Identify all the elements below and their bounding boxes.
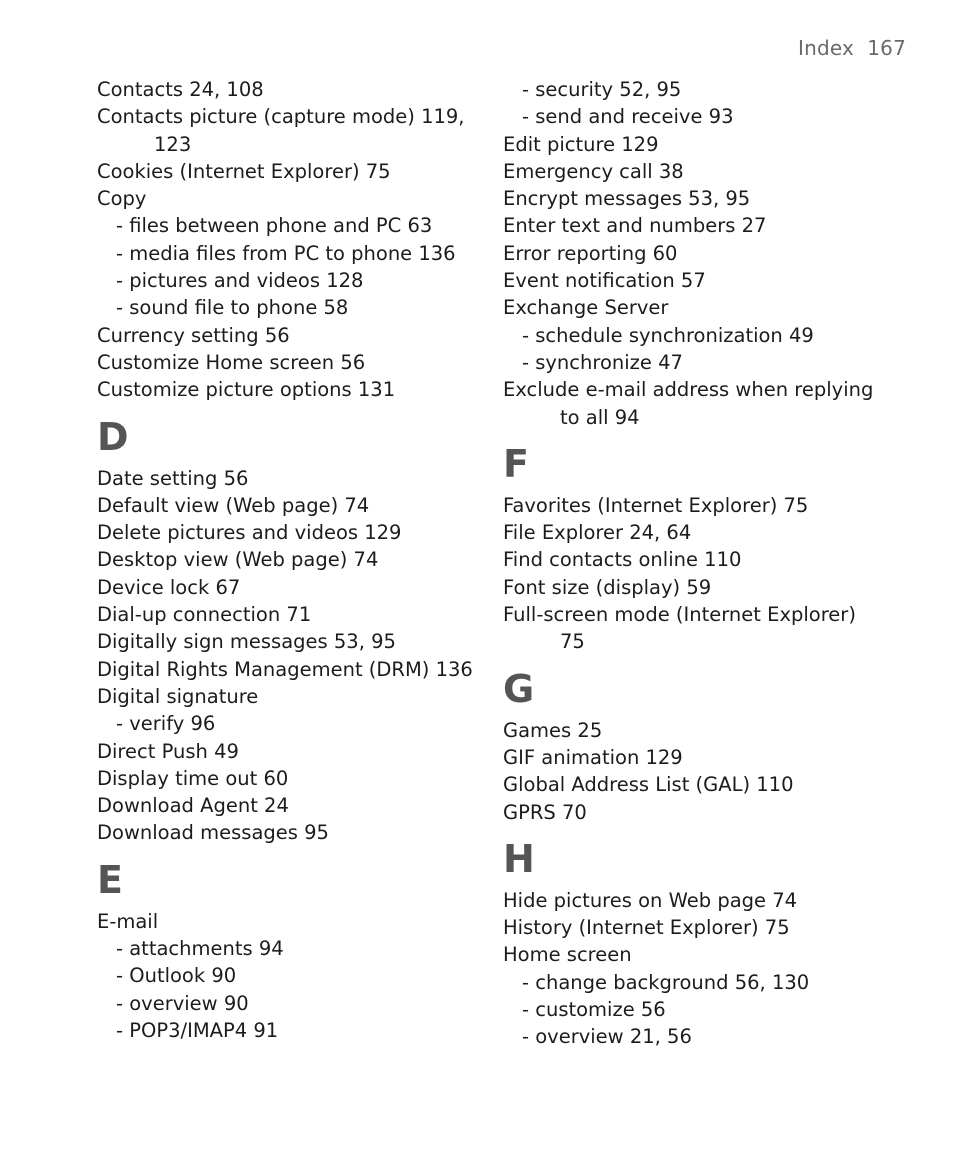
index-entry: Download messages 95 xyxy=(97,821,329,845)
index-entry: GIF animation 129 xyxy=(503,745,683,769)
index-entry: Event notification 57 xyxy=(503,269,706,293)
index-entry-continuation: 75 xyxy=(560,630,585,654)
section-letter-h: H xyxy=(503,836,535,881)
index-subentry: - POP3/IMAP4 91 xyxy=(116,1018,279,1042)
index-entry: Device lock 67 xyxy=(97,575,241,599)
index-entry: Error reporting 60 xyxy=(503,241,678,265)
index-entry: Desktop view (Web page) 74 xyxy=(97,548,379,572)
index-entry: Cookies (Internet Explorer) 75 xyxy=(97,159,391,183)
index-subentry: - schedule synchronization 49 xyxy=(522,323,814,347)
index-entry: Display time out 60 xyxy=(97,766,289,790)
section-letter-f: F xyxy=(503,441,529,486)
index-entry: Direct Push 49 xyxy=(97,739,239,763)
index-entry: Hide pictures on Web page 74 xyxy=(503,888,798,912)
index-entry: Digital signature xyxy=(97,684,259,708)
index-subentry: - synchronize 47 xyxy=(522,350,683,374)
index-subentry: - pictures and videos 128 xyxy=(116,269,364,293)
index-entry: Font size (display) 59 xyxy=(503,575,712,599)
index-entry: Emergency call 38 xyxy=(503,159,684,183)
index-entry: Exclude e-mail address when replying xyxy=(503,378,874,402)
index-entry: Delete pictures and videos 129 xyxy=(97,521,402,545)
index-entry: Copy xyxy=(97,187,147,211)
index-entry-continuation: to all 94 xyxy=(560,405,640,429)
index-entry: Dial-up connection 71 xyxy=(97,603,312,627)
index-entry: History (Internet Explorer) 75 xyxy=(503,916,790,940)
index-entry: Customize picture options 131 xyxy=(97,378,396,402)
index-entry: GPRS 70 xyxy=(503,800,587,824)
index-entry: Download Agent 24 xyxy=(97,794,289,818)
index-subentry: - attachments 94 xyxy=(116,937,284,961)
index-column-right xyxy=(503,76,883,1051)
index-subentry: - verify 96 xyxy=(116,712,216,736)
index-subentry: - overview 21, 56 xyxy=(522,1025,692,1049)
index-entry: Home screen xyxy=(503,943,632,967)
index-entry: Digitally sign messages 53, 95 xyxy=(97,630,396,654)
index-subentry: - Outlook 90 xyxy=(116,964,237,988)
index-entry: Games 25 xyxy=(503,718,603,742)
index-subentry: - send and receive 93 xyxy=(522,105,734,129)
section-letter-d: D xyxy=(97,414,129,459)
index-subentry: - change background 56, 130 xyxy=(522,970,810,994)
index-entry: Default view (Web page) 74 xyxy=(97,493,370,517)
index-entry: Find contacts online 110 xyxy=(503,548,742,572)
index-entry: File Explorer 24, 64 xyxy=(503,521,692,545)
index-entry: Encrypt messages 53, 95 xyxy=(503,187,751,211)
index-entry: Full-screen mode (Internet Explorer) xyxy=(503,603,856,627)
index-subentry: - files between phone and PC 63 xyxy=(116,214,433,238)
index-entry: E-mail xyxy=(97,909,159,933)
index-entry-continuation: 123 xyxy=(154,132,192,156)
index-subentry: - media files from PC to phone 136 xyxy=(116,241,456,265)
section-title: Index xyxy=(798,36,855,60)
index-entry: Contacts 24, 108 xyxy=(97,78,264,101)
page-header xyxy=(798,36,906,60)
index-entry: Edit picture 129 xyxy=(503,132,659,156)
index-entry: Contacts picture (capture mode) 119, xyxy=(97,105,465,129)
index-entry: Date setting 56 xyxy=(97,466,249,490)
index-entry: Currency setting 56 xyxy=(97,323,290,347)
section-letter-g: G xyxy=(503,666,535,711)
index-entry: Favorites (Internet Explorer) 75 xyxy=(503,493,809,517)
index-subentry: - security 52, 95 xyxy=(522,78,682,101)
index-entry: Global Address List (GAL) 110 xyxy=(503,773,794,797)
index-entry: Exchange Server xyxy=(503,296,669,320)
index-entry: Digital Rights Management (DRM) 136 xyxy=(97,657,473,681)
index-entry: Customize Home screen 56 xyxy=(97,350,366,374)
page-number: 167 xyxy=(867,36,906,60)
index-subentry: - overview 90 xyxy=(116,991,249,1015)
index-subentry: - customize 56 xyxy=(522,998,666,1022)
index-column-left xyxy=(97,76,517,1044)
index-subentry: - sound file to phone 58 xyxy=(116,296,349,320)
section-letter-e: E xyxy=(97,857,123,902)
index-entry: Enter text and numbers 27 xyxy=(503,214,767,238)
